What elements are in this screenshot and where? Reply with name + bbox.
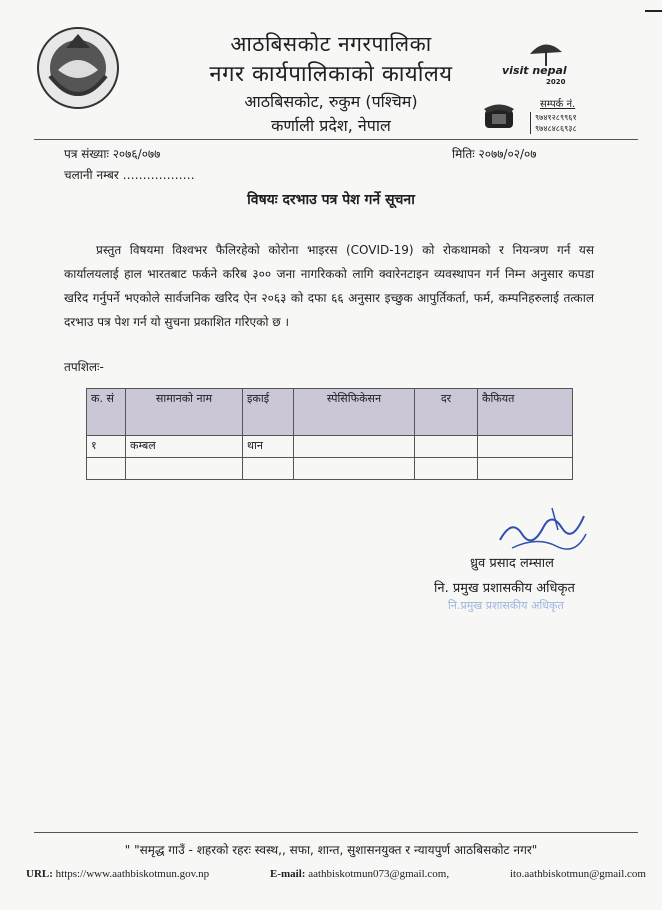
dispatch-number: चलानी नम्बर ……………… — [64, 168, 195, 182]
table-cell — [243, 458, 294, 480]
signatory-title: नि. प्रमुख प्रशासकीय अधिकृत — [434, 581, 575, 596]
visit-logo-year: 2020 — [546, 78, 566, 86]
contact-label: सम्पर्क नं. — [540, 99, 576, 110]
items-table — [86, 388, 573, 480]
footer-slogan: " "समृद्ध गाउँ - शहरको रहरः स्वस्थ,, सफा, शान्त, सुशासनयुक्त र न्यायपुर्ण आठबिसकोट नगर" — [124, 843, 538, 857]
phone-numbers — [530, 112, 577, 134]
letter-number: पत्र संख्याः २०७६/०७७ — [64, 147, 161, 161]
corner-mark — [645, 10, 662, 12]
col-item-name: सामानको नाम — [126, 389, 243, 436]
footer-url — [26, 868, 209, 880]
handwritten-signature — [492, 500, 592, 560]
signatory-name: ध्रुव प्रसाद लम्साल — [470, 556, 554, 571]
table-cell — [126, 458, 243, 480]
table-cell — [478, 458, 573, 480]
table-cell: १ — [87, 436, 126, 458]
notice-paragraph: प्रस्तुत विषयमा विश्वभर फैलिरहेको कोरोना भाइरस (COVID-19) को रोकथामको र नियन्त्रण गर्न यस कार्यालयलाई हाल भारतबाट फर्कने करिब ३०० जना नागरिकको लागि क्वारेनटाइन व्यवस्थापन गर्न निम्न अनुसार कपडा खरिद गर्नुपर्ने भएकोले सार्वजनिक खरिद ऐन २०६३ को दफा ६६ अनुसार इच्छुक आपुर्तिकर्ता, फर्म, कम्पनिहरुलाई तत्काल दरभाउ पत्र पेश गर्न यो सुचना प्रकाशित गरिएको छ । — [64, 243, 594, 329]
table-cell — [294, 458, 415, 480]
table-cell — [87, 458, 126, 480]
letter-date: मितिः २०७७/०२/०७ — [452, 147, 537, 161]
details-label: तपशिलः- — [64, 360, 104, 374]
table-row — [87, 458, 573, 480]
col-serial: क. सं — [87, 389, 126, 436]
table-header-row — [87, 389, 573, 436]
municipality-name: आठबिसकोट नगरपालिका — [230, 32, 432, 56]
website-link[interactable]: https://www.aathbiskotmun.gov.np — [55, 868, 210, 880]
url-label: URL: — [26, 868, 53, 880]
telephone-icon — [482, 100, 516, 130]
col-unit: इकाई — [243, 389, 294, 436]
table-cell — [415, 458, 478, 480]
phone-number: ९७४१२८९९६१ — [535, 113, 577, 122]
email-link-secondary[interactable]: ito.aathbiskotmun@gmail.com — [509, 868, 646, 880]
footer-contacts — [26, 868, 646, 880]
table-cell — [294, 436, 415, 458]
table-cell — [415, 436, 478, 458]
col-remarks: कैफियत — [478, 389, 573, 436]
visit-nepal-logo — [500, 34, 590, 84]
col-rate: दर — [415, 389, 478, 436]
office-address: आठबिसकोट, रुकुम (पश्चिम) — [244, 92, 418, 111]
table-cell: कम्बल — [126, 436, 243, 458]
table-row — [87, 436, 573, 458]
header-divider — [34, 139, 638, 140]
email-link[interactable]: aathbiskotmun073@gmail.com, — [308, 868, 450, 880]
office-province: कर्णाली प्रदेश, नेपाल — [271, 116, 391, 135]
subject-line: विषयः दरभाउ पत्र पेश गर्ने सूचना — [247, 192, 415, 208]
phone-number: ९७४८४८६९३८ — [535, 124, 577, 133]
footer-divider — [34, 832, 638, 833]
notice-body — [64, 238, 594, 334]
office-name: नगर कार्यपालिकाको कार्यालय — [209, 62, 453, 87]
visit-logo-text: visit nepal — [502, 64, 567, 77]
email-label: E-mail: — [270, 868, 306, 880]
col-specification: स्पेसिफिकेसन — [294, 389, 415, 436]
table-cell — [478, 436, 573, 458]
official-stamp: नि.प्रमुख प्रशासकीय अधिकृत — [448, 599, 564, 612]
table-cell: थान — [243, 436, 294, 458]
footer-email — [270, 868, 449, 880]
